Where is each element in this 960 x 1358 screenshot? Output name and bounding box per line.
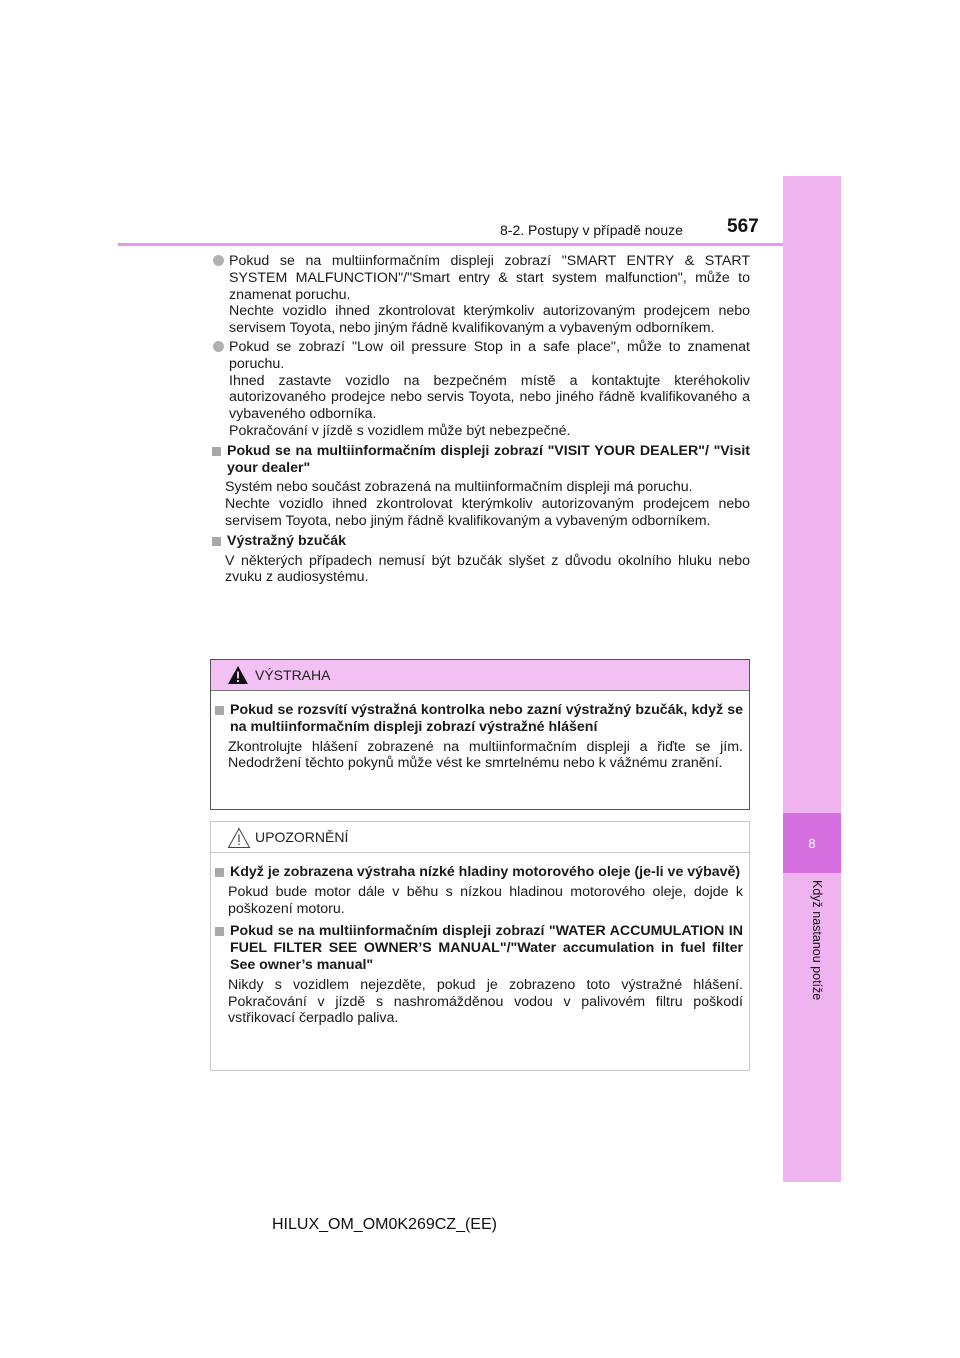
bullet-paragraph: Pokud se na multiinformačním displeji zobrazí "SMART ENTRY & START SYSTEM MALFUNCTION"/"Smart entry & start system malfunction", může to znamenat poruchu. — [229, 253, 750, 303]
warning-box — [210, 659, 750, 810]
caution-box — [210, 821, 750, 1071]
section-paragraph: Zkontrolujte hlášení zobrazené na multiinformačním displeji a řiďte se jím. Nedodržení těchto pokynů může vést ke smrtelnému nebo k vážnému zranění. — [228, 738, 743, 772]
warning-box-content — [211, 691, 749, 772]
caution-section — [215, 864, 743, 917]
section-heading — [212, 533, 750, 550]
section-title: Pokud se rozsvítí výstražná kontrolka nebo zazní výstražný bzučák, když se na multiinformačním displeji zobrazí výstražné hlášení — [230, 702, 743, 735]
warning-box-header — [211, 660, 749, 691]
section-paragraph: Nikdy s vozidlem nejezděte, pokud je zobrazeno toto výstražné hlášení. Pokračování v jízdě s nashromážděnou vodou v palivovém filtru poškodí vstřikovací čerpadlo paliva. — [228, 976, 743, 1027]
section-paragraph: Systém nebo součást zobrazená na multiinformačním displeji má poruchu. — [225, 479, 693, 496]
bullet-dot-icon — [213, 341, 224, 352]
caution-triangle-icon — [227, 827, 251, 849]
section-header: 8-2. Postupy v případě nouze — [500, 222, 683, 238]
warning-title: VÝSTRAHA — [255, 667, 331, 683]
caution-box-content — [211, 853, 749, 1027]
section-heading — [212, 443, 750, 477]
square-bullet-icon — [215, 706, 224, 715]
bullet-paragraph: Ihned zastavte vozidlo na bezpečném místě a kontaktujte kteréhokoliv autorizovaného prodejce nebo servis Toyota, nebo jiného řádně kvalifikovaného a vybaveného odborníka. — [229, 372, 750, 423]
warning-triangle-icon — [227, 665, 249, 685]
square-bullet-icon — [212, 447, 221, 456]
bullet-paragraph: Pokud se zobrazí "Low oil pressure Stop in a safe place", může to znamenat poruchu. — [229, 338, 750, 372]
bullet-text — [229, 253, 750, 337]
section-heading — [215, 864, 743, 881]
page-number: 567 — [727, 216, 759, 237]
square-bullet-icon — [215, 868, 224, 877]
section-heading — [215, 923, 743, 973]
bullet-item — [212, 339, 750, 440]
warning-section — [215, 702, 743, 772]
main-content — [212, 253, 750, 586]
chapter-number: 8 — [808, 835, 816, 851]
caution-section — [215, 923, 743, 1027]
chapter-side-strip — [783, 176, 841, 1182]
section-body — [228, 977, 743, 1027]
bullet-item — [212, 253, 750, 337]
section-body — [228, 739, 743, 773]
section-paragraph: Nechte vozidlo ihned zkontrolovat kterýmkoliv autorizovaným prodejcem nebo servisem Toyota, nebo jiným řádně kvalifikovaným a vybaveným odborníkem. — [225, 496, 750, 529]
bullet-paragraph: Pokračování v jízdě s vozidlem může být nebezpečné. — [229, 422, 571, 439]
section-title: Pokud se na multiinformačním displeji zobrazí "WATER ACCUMULATION IN FUEL FILTER SEE OWNER’S MANUAL"/"Water accumulation in fuel filter See owner’s manual" — [230, 923, 743, 973]
section-heading — [215, 702, 743, 736]
chapter-title: Když nastanou potíže — [810, 880, 824, 1001]
bullet-text — [229, 339, 750, 440]
section-paragraph: V některých případech nemusí být bzučák slyšet z důvodu okolního hluku nebo zvuku z audiosystému. — [225, 552, 750, 586]
chapter-number-tab — [783, 813, 841, 873]
section-title: Výstražný bzučák — [227, 532, 347, 549]
section-title: Pokud se na multiinformačním displeji zobrazí "VISIT YOUR DEALER"/ "Visit your dealer" — [227, 442, 750, 476]
bullet-dot-icon — [213, 255, 224, 266]
section-title: Když je zobrazena výstraha nízké hladiny motorového oleje (je-li ve výbavě) — [230, 864, 741, 880]
section-buzzer — [212, 533, 750, 586]
caution-box-header — [211, 822, 749, 853]
section-paragraph: Pokud bude motor dále v běhu s nízkou hladinou motorového oleje, dojde k poškození motoru. — [228, 883, 743, 917]
header-rule — [118, 243, 783, 246]
section-visit-dealer — [212, 443, 750, 530]
bullet-paragraph: Nechte vozidlo ihned zkontrolovat kterýmkoliv autorizovaným prodejcem nebo servisem Toyota, nebo jiným řádně kvalifikovaným a vybaveným odborníkem. — [229, 303, 750, 337]
square-bullet-icon — [215, 927, 224, 936]
section-body — [225, 479, 750, 529]
section-body — [228, 884, 743, 918]
square-bullet-icon — [212, 537, 221, 546]
caution-title: UPOZORNĚNÍ — [255, 829, 349, 845]
section-body — [225, 553, 750, 587]
document-code: HILUX_OM_OM0K269CZ_(EE) — [272, 1216, 497, 1233]
